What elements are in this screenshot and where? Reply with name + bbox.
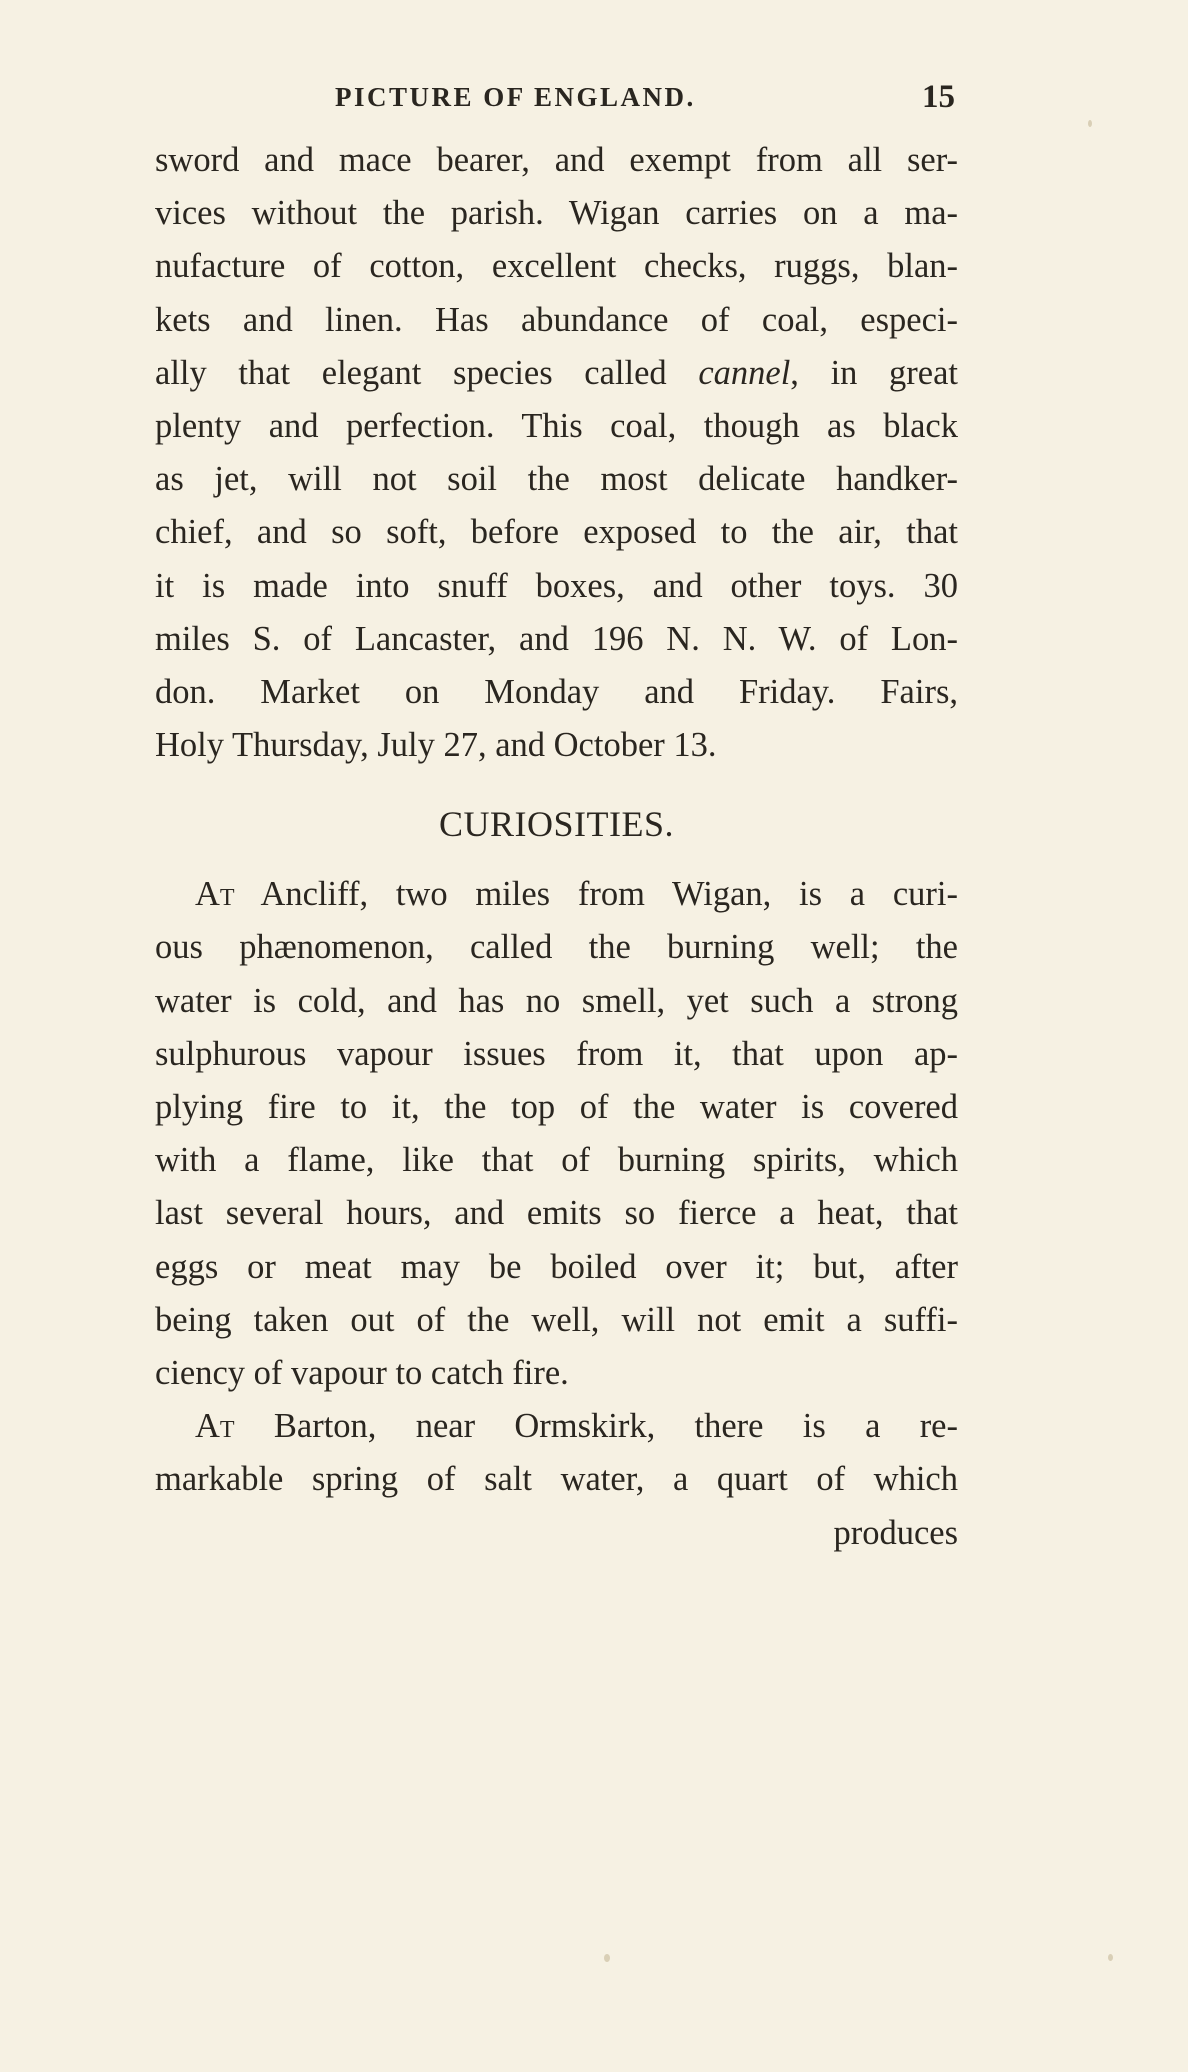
paragraph-ancliff bbox=[155, 868, 958, 1400]
text-line: last several hours, and emits so fierce a heat, that bbox=[155, 1194, 958, 1233]
small-caps-word: At bbox=[195, 875, 235, 914]
text-line: sulphurous vapour issues from it, that upon ap- bbox=[155, 1034, 958, 1073]
catchword: produces bbox=[833, 1513, 958, 1552]
text-segment: ally that elegant species called bbox=[155, 353, 667, 392]
text-line bbox=[155, 868, 958, 921]
text-line: don. Market on Monday and Friday. Fairs, bbox=[155, 672, 958, 711]
text-line: ciency of vapour to catch fire. bbox=[155, 1353, 569, 1392]
paragraph-wigan bbox=[155, 134, 958, 772]
text-line: it is made into snuff boxes, and other toys. 30 bbox=[155, 566, 958, 605]
text-line: chief, and so soft, before exposed to the air, that bbox=[155, 513, 958, 552]
text-segment: , in great bbox=[790, 353, 959, 392]
small-caps-word: At bbox=[195, 1407, 235, 1446]
text-line: Holy Thursday, July 27, and October 13. bbox=[155, 726, 717, 765]
text-line: markable spring of salt water, a quart of which bbox=[155, 1460, 958, 1499]
paper-speck bbox=[1108, 1954, 1113, 1961]
text-line: nufacture of cotton, excellent checks, ruggs, blan- bbox=[155, 247, 958, 286]
text-segment: Barton, near Ormskirk, there is a re- bbox=[234, 1407, 958, 1446]
section-heading: CURIOSITIES. bbox=[438, 804, 674, 845]
running-head bbox=[335, 79, 955, 122]
text-line bbox=[155, 1400, 958, 1453]
page-number: 15 bbox=[922, 79, 955, 115]
text-line: as jet, will not soil the most delicate handker- bbox=[155, 460, 958, 499]
body-text bbox=[155, 134, 958, 1560]
italic-word: cannel bbox=[698, 353, 791, 392]
text-line: ous phænomenon, called the burning well; the bbox=[155, 928, 958, 967]
paper-speck bbox=[604, 1954, 610, 1962]
running-title: PICTURE OF ENGLAND. bbox=[335, 82, 696, 112]
text-line: miles S. of Lancaster, and 196 N. N. W. of Lon- bbox=[155, 619, 958, 658]
paper-speck bbox=[1088, 120, 1092, 127]
text-line: vices without the parish. Wigan carries on a ma- bbox=[155, 194, 958, 233]
text-line: plying fire to it, the top of the water is covered bbox=[155, 1088, 958, 1126]
text-line: being taken out of the well, will not emit a suffi- bbox=[155, 1300, 958, 1339]
text-line bbox=[155, 347, 958, 400]
paragraph-barton bbox=[155, 1400, 958, 1560]
text-line: with a flame, like that of burning spirits, which bbox=[155, 1141, 958, 1180]
text-line: sword and mace bearer, and exempt from all ser- bbox=[155, 141, 958, 179]
text-line: plenty and perfection. This coal, though as black bbox=[155, 406, 958, 445]
text-line: eggs or meat may be boiled over it; but, after bbox=[155, 1247, 958, 1286]
text-line: kets and linen. Has abundance of coal, especi- bbox=[155, 300, 958, 339]
text-segment: Ancliff, two miles from Wigan, is a curi- bbox=[234, 875, 958, 914]
text-line: water is cold, and has no smell, yet such a strong bbox=[155, 981, 958, 1020]
